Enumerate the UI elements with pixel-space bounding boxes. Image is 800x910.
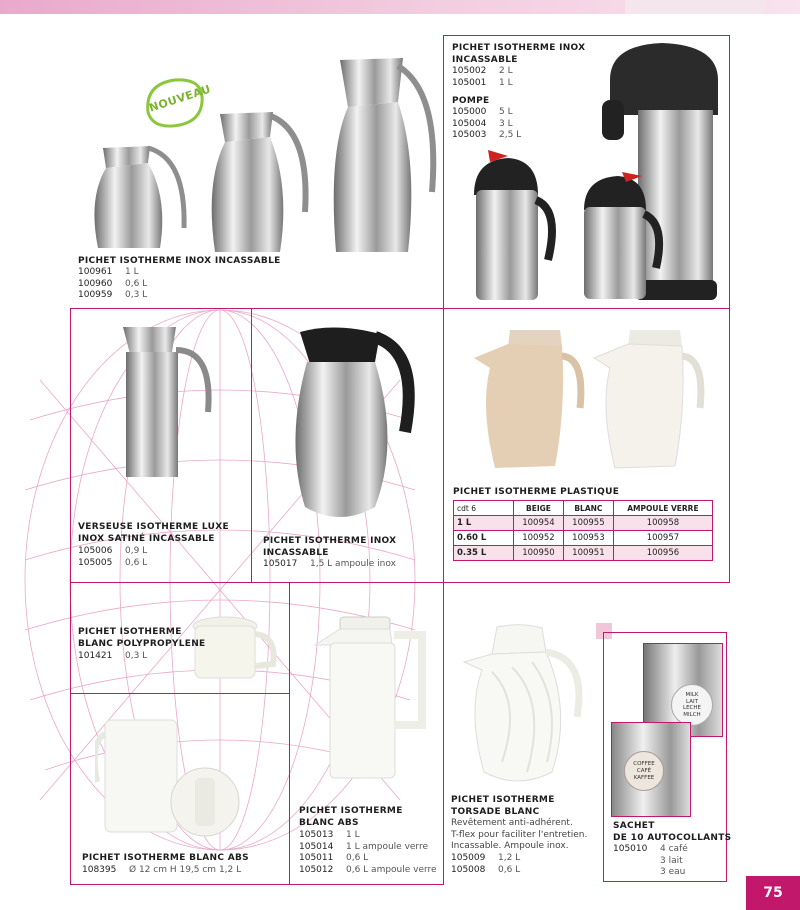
nouveau-label: NOUVEAU (147, 82, 213, 115)
pitcher-torsade-image (462, 622, 587, 787)
inox-pompe-title: PICHET ISOTHERME INOX INCASSABLE (452, 43, 586, 65)
table-row (454, 546, 713, 561)
milk-sticker: MILK LAIT LECHE MILCH (671, 684, 713, 726)
carafe-inox-2l-image (468, 150, 560, 305)
list-item: 105002 2 L (452, 66, 513, 76)
table-cell: 100957 (613, 531, 712, 546)
inox-incassable-codes (78, 267, 147, 302)
torsade-description: Revêtement anti-adhérent. T-flex pour faciliter l'entretien. Incassable. Ampoule inox. (451, 818, 588, 851)
list-item: 105009 1,2 L (451, 853, 521, 863)
list-item: 105017 1,5 L ampoule inox (263, 559, 396, 569)
pompe-codes (452, 107, 521, 142)
inox-pompe-codes (452, 66, 513, 89)
polypropylene-title: PICHET ISOTHERME BLANC POLYPROPYLENE (78, 627, 206, 649)
table-header: cdt 6 (454, 501, 514, 516)
pitcher-plastique-blanc-image (590, 328, 705, 473)
carafe-inox-1l-image (578, 172, 666, 304)
torsade-codes (451, 853, 520, 876)
list-item: 105013 1 L (299, 830, 360, 840)
table-cell: 0.60 L (454, 531, 514, 546)
blanc-abs-small-title: PICHET ISOTHERME BLANC ABS (82, 853, 249, 863)
list-item: 100961 1 L (78, 267, 139, 277)
page-number: 75 (746, 876, 800, 910)
torsade-title: PICHET ISOTHERME TORSADE BLANC (451, 795, 555, 817)
top-banner-highlight (625, 0, 765, 14)
list-item: 108395 Ø 12 cm H 19,5 cm 1,2 L (82, 865, 242, 875)
inox-incassable-title: PICHET ISOTHERME INOX INCASSABLE (78, 256, 281, 266)
coffee-sticker-photo (611, 722, 691, 817)
plastique-title: PICHET ISOTHERME PLASTIQUE (453, 487, 620, 497)
sachet-title: SACHET DE 10 AUTOCOLLANTS (613, 821, 732, 843)
table-row (454, 516, 713, 531)
list-item: 101421 0,3 L (78, 651, 148, 661)
blanc-abs-small-codes (82, 865, 241, 877)
inox-ampoule-codes (263, 559, 396, 571)
table-header: BLANC (563, 501, 613, 516)
pitcher-blanc-abs-image (95, 712, 245, 847)
polypropylene-codes (78, 651, 147, 663)
table-cell: 0.35 L (454, 546, 514, 561)
pitcher-plastique-beige-image (470, 328, 585, 473)
table-cell: 1 L (454, 516, 514, 531)
table-header: AMPOULE VERRE (613, 501, 712, 516)
list-item: 105011 0,6 L (299, 853, 369, 863)
table-cell: 100954 (514, 516, 564, 531)
table-cell: 100953 (563, 531, 613, 546)
list-item: 105012 0,6 L ampoule verre (299, 864, 437, 875)
list-item: 105014 1 L ampoule verre (299, 841, 429, 852)
list-item: 105006 0,9 L (78, 546, 148, 556)
pitcher-inox-1l-image (88, 138, 193, 253)
sachet-code: 105010 (613, 844, 648, 854)
table-row (454, 531, 713, 546)
table-cell: 100951 (563, 546, 613, 561)
table-cell: 100952 (514, 531, 564, 546)
table-cell: 100955 (563, 516, 613, 531)
list-item: 105005 0,6 L (78, 557, 148, 568)
list-item: 105008 0,6 L (451, 864, 521, 875)
table-cell: 100950 (514, 546, 564, 561)
pitcher-blanc-abs-tall-image (310, 615, 435, 785)
list-item: 105001 1 L (452, 77, 513, 88)
sachet-codes: 105010 4 café 3 lait 3 eau (613, 844, 688, 877)
pitcher-inox-ampoule-image (285, 322, 420, 522)
table-header: BEIGE (514, 501, 564, 516)
table-cell: 100958 (613, 516, 712, 531)
list-item: 105000 5 L (452, 107, 513, 117)
verseuse-codes (78, 546, 147, 569)
list-item: 105004 3 L (452, 118, 513, 129)
list-item: 100959 0,3 L (78, 290, 148, 300)
nouveau-badge (140, 72, 213, 136)
inox-ampoule-title: PICHET ISOTHERME INOX INCASSABLE (263, 536, 397, 558)
verseuse-image (118, 322, 216, 482)
pitcher-inox-06l-image (205, 102, 315, 257)
list-item: 105003 2,5 L (452, 130, 522, 140)
list-item: 100960 0,6 L (78, 278, 148, 289)
blanc-abs-title: PICHET ISOTHERME BLANC ABS (299, 806, 403, 828)
table-header-row (454, 501, 713, 516)
plastique-table (453, 500, 713, 561)
blanc-abs-codes (299, 830, 437, 876)
pompe-subtitle: POMPE (452, 96, 490, 106)
verseuse-title: VERSEUSE ISOTHERME LUXE INOX SATINÉ INCASSABLE (78, 522, 229, 544)
pitcher-inox-03l-image (328, 52, 440, 257)
table-cell: 100956 (613, 546, 712, 561)
coffee-sticker: COFFEE CAFÉ KAFFEE (624, 751, 664, 791)
